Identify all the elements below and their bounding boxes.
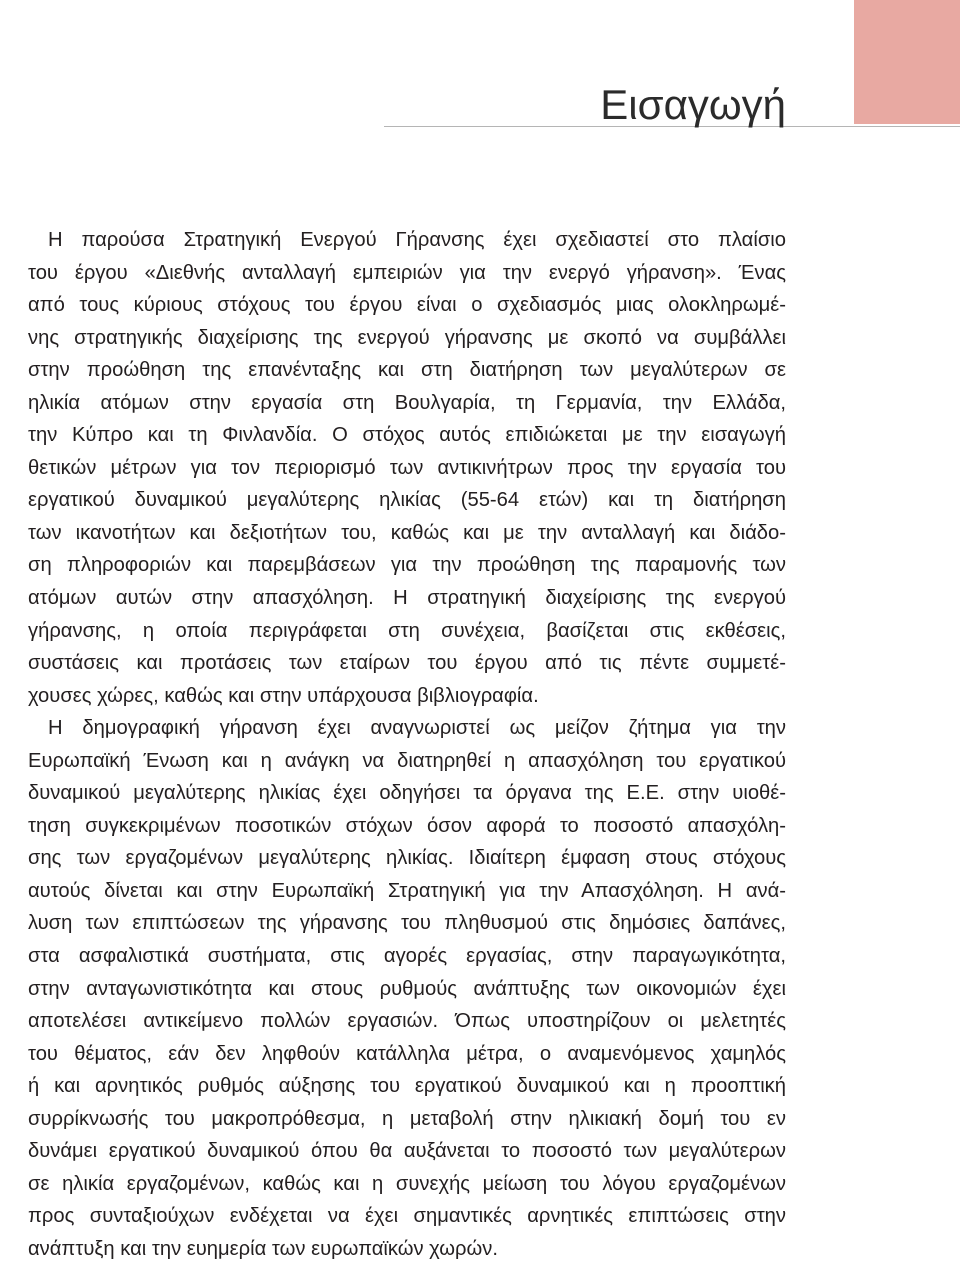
text-line: συρρίκνωσής του μακροπρόθεσμα, η μεταβολή στην ηλικιακή δομή του εν [28,1107,786,1130]
text-line: εργατικού δυναμικού μεγαλύτερης ηλικίας (55-64 ετών) και τη διατήρηση [28,489,786,512]
text-line: αυτούς δίνεται και στην Ευρωπαϊκή Στρατηγική για την Απασχόληση. Η ανά- [28,879,786,902]
text-line: ση πληροφοριών και παρεμβάσεων για την προώθηση της παραμονής των [28,554,786,577]
text-line: δυναμικού μεγαλύτερης ηλικίας έχει οδηγήσει τα όργανα της Ε.Ε. στην υιοθέ- [28,782,786,805]
text-line: λυση των επιπτώσεων της γήρανσης του πληθυσμού στις δημόσιες δαπάνες, [28,912,786,935]
text-line: αποτελέσει αντικείμενο πολλών εργασιών. Όπως υποστηρίζουν οι μελετητές [28,1010,786,1033]
body-text [28,224,786,1266]
text-line: σε ηλικία εργαζομένων, καθώς και η συνεχής μείωση του λόγου εργαζομένων [28,1172,786,1195]
text-line: ή και αρνητικός ρυθμός αύξησης του εργατικού δυναμικού και η προοπτική [28,1075,786,1098]
text-line: Η παρούσα Στρατηγική Ενεργού Γήρανσης έχει σχεδιαστεί στο πλαίσιο [48,229,786,251]
text-line: δυνάμει εργατικού δυναμικού όπου θα αυξάνεται το ποσοστό των μεγαλύτερων [28,1140,786,1163]
text-line: την Κύπρο και τη Φινλανδία. Ο στόχος αυτός επιδιώκεται με την εισαγωγή [28,424,786,447]
text-line: από τους κύριους στόχους του έργου είναι ο σχεδιασμός μιας ολοκληρωμέ- [28,294,786,317]
text-line: νης στρατηγικής διαχείρισης της ενεργού γήρανσης με σκοπό να συμβάλλει [28,326,786,349]
text-line: ατόμων αυτών στην απασχόληση. Η στρατηγική διαχείρισης της ενεργού [28,587,786,610]
text-line: στην προώθηση της επανένταξης και στη διατήρηση των μεγαλύτερων σε [28,359,786,382]
text-line: ηλικία ατόμων στην εργασία στη Βουλγαρία, τη Γερμανία, την Ελλάδα, [28,391,786,414]
page-title: Εισαγωγή [600,81,786,128]
paragraph-1 [28,224,786,712]
text-line: Ευρωπαϊκή Ένωση και η ανάγκη να διατηρηθεί η απασχόληση του εργατικού [28,749,786,772]
text-line: ανάπτυξη και την ευημερία των ευρωπαϊκών χωρών. [28,1237,498,1260]
text-line: θετικών μέτρων για τον περιορισμό των αντικινήτρων προς την εργασία του [28,456,786,479]
text-line: του θέματος, εάν δεν ληφθούν κατάλληλα μέτρα, ο αναμενόμενος χαμηλός [28,1042,786,1065]
text-line: σης των εργαζομένων μεγαλύτερης ηλικίας. Ιδιαίτερη έμφαση στους στόχους [28,847,786,870]
text-line: στα ασφαλιστικά συστήματα, στις αγορές εργασίας, στην παραγωγικότητα, [28,945,786,968]
text-line: προς συνταξιούχων ενδέχεται να έχει σημαντικές αρνητικές επιπτώσεις στην [28,1205,786,1228]
text-line: τηση συγκεκριμένων ποσοτικών στόχων όσον αφορά το ποσοστό απασχόλη- [28,814,786,837]
text-line: γήρανσης, η οποία περιγράφεται στη συνέχεια, βασίζεται στις εκθέσεις, [28,619,786,642]
text-line: Η δημογραφική γήρανση έχει αναγνωριστεί ως μείζον ζήτημα για την [48,717,786,740]
paragraph-2 [28,712,786,1265]
text-line: των ικανοτήτων και δεξιοτήτων του, καθώς και με την ανταλλαγή και διάδο- [28,521,786,544]
text-line: στην ανταγωνιστικότητα και στους ρυθμούς ανάπτυξης των οικονομιών έχει [28,977,786,1000]
text-line: χουσες χώρες, καθώς και στην υπάρχουσα βιβλιογραφία. [28,684,539,707]
corner-accent-tab [854,0,960,124]
text-line: του έργου «Διεθνής ανταλλαγή εμπειριών για την ενεργό γήρανση». Ένας [28,261,786,284]
text-line: συστάσεις και προτάσεις των εταίρων του έργου από τις πέντε συμμετέ- [28,652,786,675]
